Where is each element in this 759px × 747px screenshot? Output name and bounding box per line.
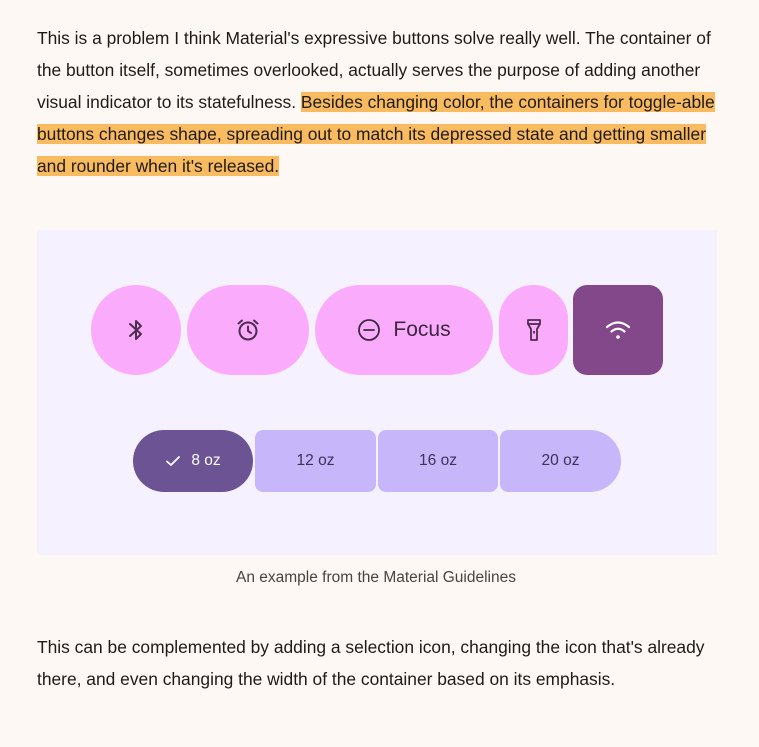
bluetooth-icon	[125, 317, 147, 343]
segment-label: 16 oz	[419, 452, 457, 469]
intro-plain-text: This is a problem I think Material's expressive buttons solve really well. The container of the button itself, sometimes overlooked, actually serves the purpose of adding another visual indicator to its statefulness.	[37, 28, 711, 112]
check-icon	[165, 454, 181, 468]
example-figure	[37, 230, 717, 555]
figure-caption: An example from the Material Guidelines	[236, 569, 516, 586]
segment-16oz[interactable]	[378, 430, 498, 492]
segment-label: 8 oz	[191, 452, 221, 469]
focus-icon	[357, 318, 381, 342]
segment-label: 12 oz	[296, 452, 335, 469]
segment-20oz[interactable]	[500, 430, 621, 492]
intro-highlighted-text: Besides changing color, the containers for toggle-able buttons changes shape, spreading out to match its depressed state and getting smaller and rounder when it's released.	[37, 92, 715, 176]
flashlight-icon	[525, 317, 543, 343]
wifi-toggle-button[interactable]	[573, 285, 663, 375]
flashlight-toggle-button[interactable]	[499, 285, 568, 375]
focus-label: Focus	[393, 318, 451, 341]
alarm-icon	[234, 316, 262, 344]
intro-paragraph	[37, 22, 727, 182]
closing-paragraph: This can be complemented by adding a selection icon, changing the icon that's already there, and even changing the width of the container based on its emphasis.	[37, 637, 705, 689]
bluetooth-toggle-button[interactable]	[91, 285, 181, 375]
wifi-icon	[604, 319, 632, 341]
segment-label: 20 oz	[541, 452, 580, 469]
focus-toggle-button[interactable]	[315, 285, 493, 375]
alarm-toggle-button[interactable]	[187, 285, 309, 375]
segment-12oz[interactable]	[255, 430, 376, 492]
segment-8oz[interactable]	[133, 430, 253, 492]
